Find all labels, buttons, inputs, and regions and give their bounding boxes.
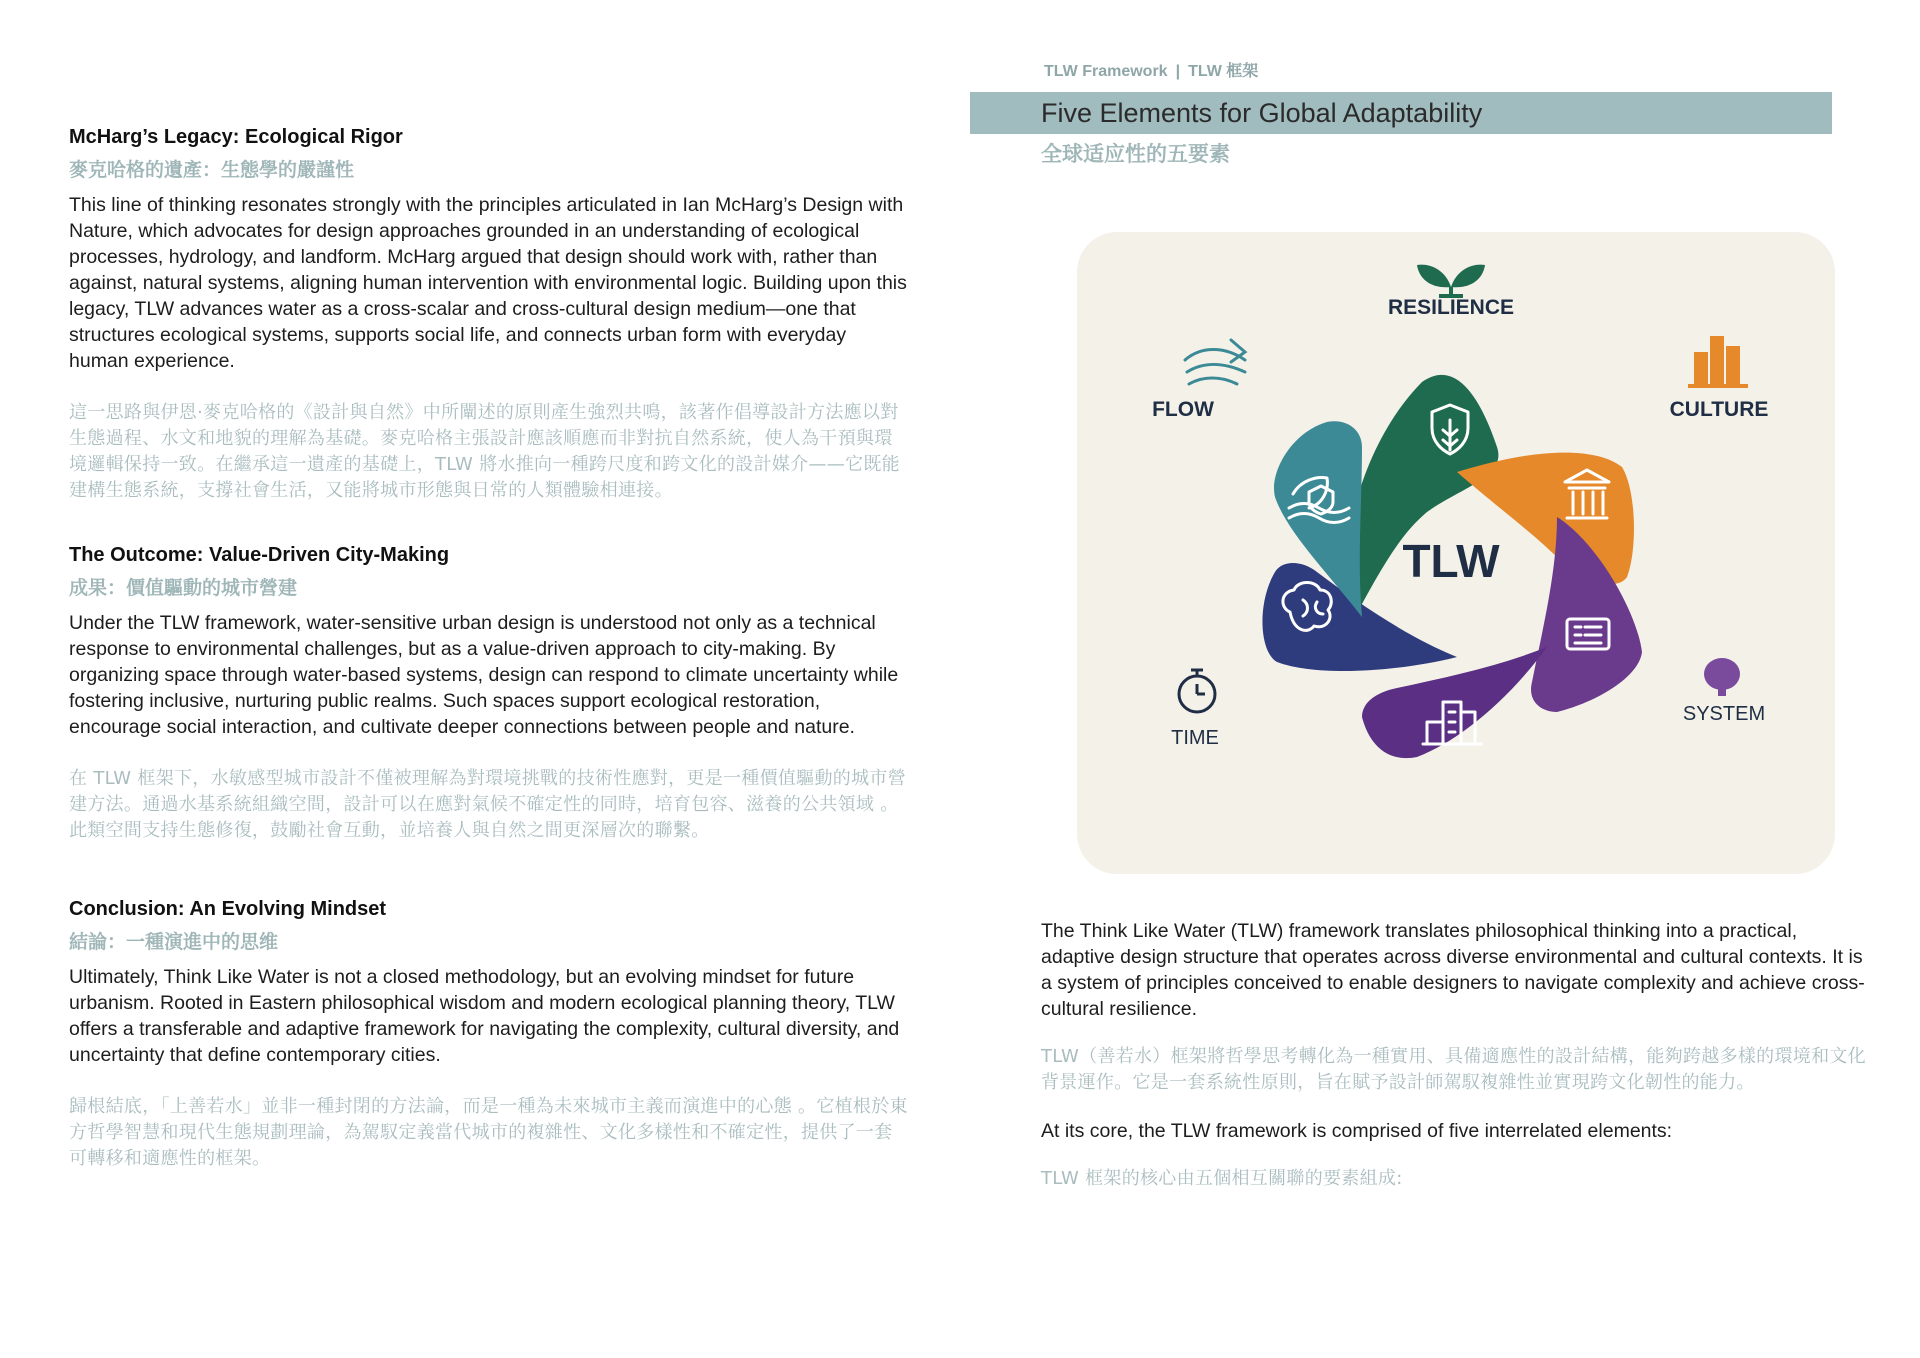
section-heading-zh: 成果：價值驅動的城市營建 — [69, 578, 298, 599]
section-heading-zh: 結論：一種演進中的思维 — [69, 932, 279, 953]
running-header-separator: | — [1175, 63, 1181, 80]
section-heading: Conclusion: An Evolving Mindset — [69, 898, 387, 920]
tlw-diagram — [1077, 232, 1835, 874]
section-heading: The Outcome: Value-Driven City-Making — [69, 544, 450, 566]
running-header-zh: TLW 框架 — [1188, 63, 1259, 80]
section-heading: McHarg’s Legacy: Ecological Rigor — [69, 126, 403, 148]
section-outcome — [69, 544, 909, 844]
section-conclusion — [69, 898, 909, 1172]
section-body-zh: 這一思路與伊恩·麥克哈格的《設計與自然》中所闡述的原則產生強烈共鳴，該著作倡導設計方法應以對生態過程、水文和地貌的理解為基礎。麥克哈格主張設計應該順應而非對抗自然系統，使人為干預與環境邏輯保持一致。在繼承這一遺產的基礎上，TLW 將水推向一種跨尺度和跨文化的設計媒介——它既能建構生態系統，支撐社會生活，又能將城市形態與日常的人類體驗相連接。 — [69, 402, 900, 501]
page-title: Five Elements for Global Adaptability — [1041, 98, 1483, 128]
section-body-zh: 在 TLW 框架下，水敏感型城市設計不僅被理解為對環境挑戰的技術性應對，更是一種價值驅動的城市營建方法。通過水基系統組織空間，設計可以在應對氣候不確定性的同時，培育包容、滋養的公共領域 。此類空間支持生態修復，鼓勵社會互動，並培養人與自然之間更深層次的聯繫。 — [69, 768, 907, 841]
intro-text: The Think Like Water (TLW) framework translates philosophical thinking into a practical, adaptive design structure that operates across diverse environmental and cultural contexts. It is a system of principles conceived to enable designers to navigate complexity and achieve cross-cultural resilience. — [1041, 920, 1865, 1020]
intro-block — [1041, 918, 1871, 1192]
running-header — [1044, 58, 1258, 81]
section-mcharg — [69, 126, 909, 504]
label-resilience: RESILIENCE — [1387, 296, 1515, 319]
core-text: At its core, the TLW framework is comprised of five interrelated elements: — [1041, 1120, 1673, 1142]
brain-system-icon — [1704, 658, 1740, 696]
section-body: Under the TLW framework, water-sensitive urban design is understood not only as a technical response to environmental challenges, but as a value-driven approach to city-making. By organizing space through water-based systems, design can respond to climate uncertainty while fostering inclusive, nurturing public realms. Such spaces support ecological restoration, encourage social interaction, and cultivate deeper connections between people and nature. — [69, 612, 899, 738]
stopwatch-icon — [1179, 670, 1215, 712]
wind-icon — [1185, 340, 1245, 384]
diagram-center-label: TLW — [1402, 535, 1500, 587]
section-body-zh: 歸根結底，「上善若水」並非一種封閉的方法論，而是一種為未來城市主義而演進中的心態 。它植根於東方哲學智慧和現代生態規劃理論，為駕馭定義當代城市的複雜性、文化多樣性和不確定性，提供了一套可轉移和適應性的框架。 — [69, 1096, 908, 1169]
intro-text-zh: TLW（善若水）框架將哲學思考轉化為一種實用、具備適應性的設計結構，能夠跨越多樣的環境和文化背景運作。它是一套系統性原則，旨在賦予設計師駕馭複雜性並實現跨文化韌性的能力。 — [1041, 1046, 1866, 1093]
section-body: Ultimately, Think Like Water is not a closed methodology, but an evolving mindset for future urbanism. Rooted in Eastern philosophical wisdom and modern ecological planning theory, TLW offers a transferable and adaptive framework for navigating the complexity, cultural diversity, and uncertainty that define contemporary cities. — [69, 966, 900, 1066]
label-system: SYSTEM — [1682, 703, 1766, 725]
section-heading-zh: 麥克哈格的遺產：生態學的嚴謹性 — [69, 160, 355, 181]
label-flow: FLOW — [1152, 398, 1214, 421]
sprout-icon — [1417, 265, 1485, 296]
label-time: TIME — [1171, 727, 1219, 749]
running-header-en: TLW Framework — [1044, 63, 1168, 80]
city-icon — [1688, 336, 1748, 388]
section-body: This line of thinking resonates strongly with the principles articulated in Ian McHarg’s Design with Nature, which advocates for design approaches grounded in an understanding of ecological processes, hydrology, and landform. McHarg argued that design should work with, rather than against, natural systems, aligning human intervention with environmental logic. Building upon this legacy, TLW advances water as a cross-scalar and cross-cultural design medium—one that structures ecological systems, supports social life, and connects urban form with everyday human experience. — [69, 194, 907, 372]
page-subtitle: 全球适应性的五要素 — [1041, 142, 1230, 166]
label-culture: CULTURE — [1669, 398, 1769, 421]
core-text-zh: TLW 框架的核心由五個相互關聯的要素組成: — [1041, 1168, 1403, 1189]
